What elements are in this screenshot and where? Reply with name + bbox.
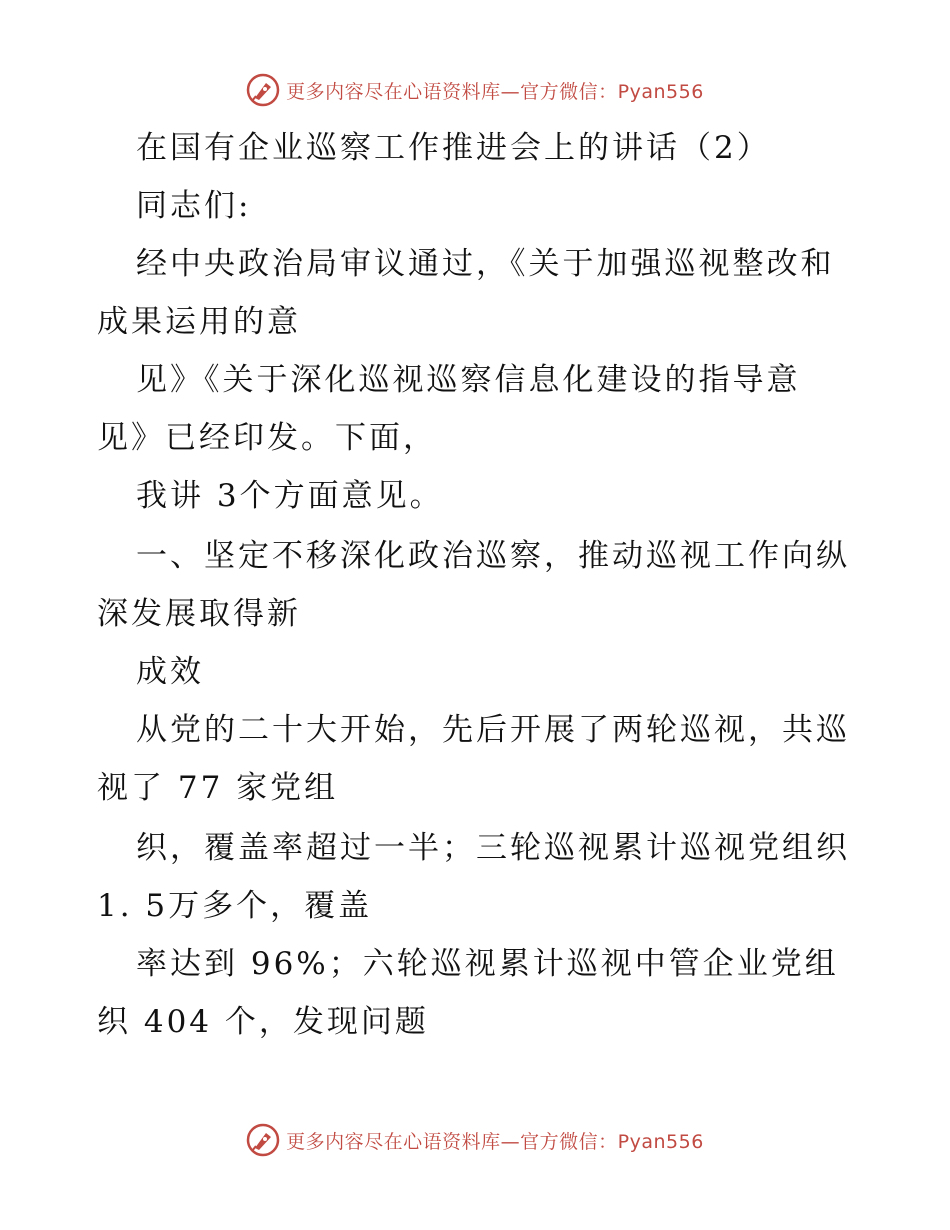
paragraph-line: 从党的二十大开始，先后开展了两轮巡视，共巡 (136, 712, 850, 748)
pen-nib-logo-icon (246, 1123, 280, 1157)
paragraph-line: 1. 5万多个，覆盖 (97, 888, 373, 924)
section-heading: 一、坚定不移深化政治巡察，推动巡视工作向纵 (136, 538, 850, 574)
watermark-text: 更多内容尽在心语资料库—官方微信：Pyan556 (286, 1130, 704, 1153)
salutation: 同志们: (136, 188, 252, 224)
paragraph-line: 经中央政治局审议通过，《关于加强巡视整改和 (136, 246, 835, 282)
paragraph-line: 见》《关于深化巡视巡察信息化建设的指导意 (136, 362, 801, 398)
watermark-text: 更多内容尽在心语资料库—官方微信：Pyan556 (286, 80, 704, 103)
document-title: 在国有企业巡察工作推进会上的讲话（2） (136, 130, 771, 166)
paragraph-line: 我讲 3个方面意见。 (136, 478, 444, 514)
section-heading: 深发展取得新 (97, 596, 301, 632)
section-heading: 成效 (136, 654, 204, 690)
paragraph-line: 成果运用的意 (97, 304, 301, 340)
paragraph-line: 织 404 个，发现问题 (97, 1004, 429, 1040)
paragraph-line: 率达到 96%；六轮巡视累计巡视中管企业党组 (136, 946, 839, 982)
paragraph-line: 织，覆盖率超过一半；三轮巡视累计巡视党组织 (136, 830, 850, 866)
paragraph-line: 见》已经印发。下面， (97, 420, 437, 456)
paragraph-line: 视了 77 家党组 (97, 770, 339, 806)
footer-watermark (0, 1120, 950, 1160)
